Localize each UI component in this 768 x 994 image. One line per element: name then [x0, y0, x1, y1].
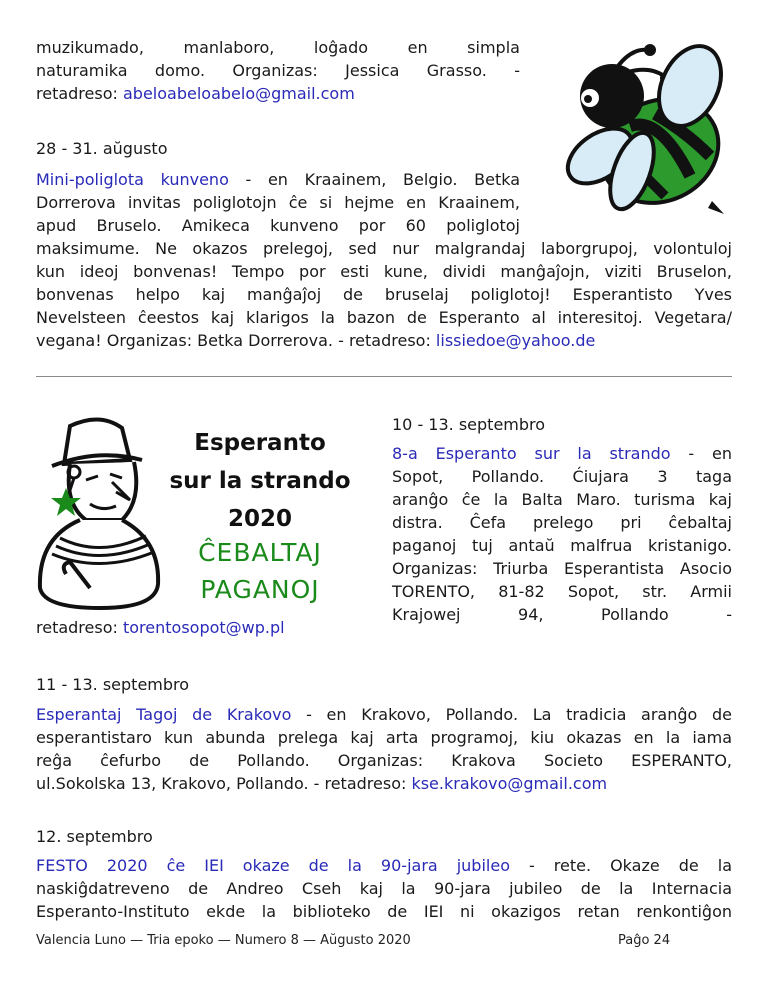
event-link[interactable]: 8-a Esperanto sur la strando [392, 444, 671, 463]
email-link[interactable]: torentosopot@wp.pl [122, 618, 285, 637]
poster-subtitle-line-1: ĈEBALTAJ [198, 538, 322, 567]
event4-line-1 [36, 854, 732, 877]
event4-line-3: Esperanto-Instituto ekde la biblioteko de IEI ni okazigos retan renkontiĝon [36, 902, 732, 921]
event-text: - en Kraainem, Belgio. Betka [228, 170, 521, 189]
word: muzikumado, [36, 38, 144, 57]
event3-line-2: esperantistaro kun abunda prelega kaj arta programoj, kiu okazas en la iama [36, 728, 732, 747]
green-star-icon [50, 486, 82, 518]
word: loĝado [313, 38, 369, 57]
poster-title-line-2: sur la strando [169, 468, 351, 494]
intro-line-3 [36, 82, 355, 105]
email-link[interactable]: kse.krakovo@gmail.com [411, 774, 608, 793]
event3-line-3: reĝa ĉefurbo de Pollando. Organizas: Krakova Societo ESPERANTO, [36, 751, 732, 770]
event2-retadreso [36, 616, 285, 639]
event2-line-2: Sopot, Pollando. Ćiujara 3 taga [392, 467, 732, 486]
event1-line-6: bonvenas helpo kaj manĝaĵoj de bruselaj poliglotoj! Esperantisto Yves [36, 285, 732, 304]
event2-line-4: distra. Ĉefa prelego pri ĉebaltaj [392, 513, 732, 532]
event-date: 28 - 31. aŭgusto [36, 139, 168, 158]
event2-line-7: TORENTO, 81-82 Sopot, str. Armii [392, 582, 732, 601]
event-date: 12. septembro [36, 827, 153, 846]
word: - [726, 605, 732, 624]
event2-line-3: aranĝo ĉe la Balta Maro. turisma kaj [392, 490, 732, 509]
footer-publication: Valencia Luno — Tria epoko — Numero 8 — Aŭgusto 2020 [36, 933, 411, 948]
word: domo. [154, 61, 206, 80]
event2-line-1 [392, 442, 732, 465]
email-link[interactable]: abeloabeloabelo@gmail.com [122, 84, 355, 103]
event1-line-7: Nevelsteen ĉeestos kaj klarigos la bazon de Esperanto al interesitoj. Vegetara/ [36, 308, 732, 327]
event3-line-4 [36, 772, 607, 795]
footer-page-number: Paĝo 24 [618, 933, 671, 948]
intro-line-1 [36, 36, 520, 59]
event-date: 11 - 13. septembro [36, 675, 190, 694]
event-link[interactable]: FESTO 2020 ĉe IEI okaze de la 90-jara jubileo [36, 856, 510, 875]
word: 94, [518, 605, 544, 624]
event1-line-8 [36, 329, 595, 352]
bee-illustration [560, 36, 728, 216]
email-link[interactable]: lissiedoe@yahoo.de [435, 331, 596, 350]
event1-line-2: Dorrerova invitas poliglotojn ĉe si hejme en Kraainem, [36, 193, 520, 212]
event-text: vegana! Organizas: Betka Dorrerova. - retadreso: [36, 331, 436, 350]
event1-line-4: maksimume. Ne okazos prelegoj, sed nur malgrandaj laborgrupoj, volontuloj [36, 239, 732, 258]
event-text: - rete. Okaze de la [509, 856, 732, 875]
intro-line-2 [36, 59, 520, 82]
event-date: 10 - 13. septembro [392, 415, 546, 434]
event2-line-6: Organizas: Triurba Esperantista Asocio [392, 559, 732, 578]
event-link[interactable]: Mini-poliglota kunveno [36, 170, 229, 189]
event1-line-3: apud Bruselo. Amikeca kunveno por 60 poliglotoj [36, 216, 520, 235]
event2-line-5: paganoj tuj antaŭ malfrua kristanigo. [392, 536, 732, 555]
word: naturamika [36, 61, 128, 80]
word: Krajowej [392, 605, 461, 624]
event-text: - en Krakovo, Pollando. La tradicia aranĝo de [291, 705, 732, 724]
retadreso-label: retadreso: [36, 618, 123, 637]
event2-line-8 [392, 603, 732, 626]
word: Grasso. [426, 61, 487, 80]
poster-year: 2020 [227, 506, 292, 532]
retadreso-label: retadreso: [36, 84, 123, 103]
word: - [514, 61, 520, 80]
event1-line-5: kun ideoj bonvenas! Tempo por esti kune, dividi manĝaĵojn, viziti Bruselon, [36, 262, 732, 281]
word: Jessica [345, 61, 400, 80]
word: en [407, 38, 428, 57]
event4-line-2: naskiĝdatreveno de Andreo Cseh kaj la 90-jara jubileo de la Internacia [36, 879, 732, 898]
event-text: ul.Sokolska 13, Krakovo, Pollando. - retadreso: [36, 774, 412, 793]
event-text: - en [670, 444, 732, 463]
event3-line-1 [36, 703, 732, 726]
event-link[interactable]: Esperantaj Tagoj de Krakovo [36, 705, 292, 724]
word: Pollando [601, 605, 669, 624]
divider [36, 376, 732, 377]
poster-subtitle-line-2: PAGANOJ [200, 575, 320, 604]
event1-line-1 [36, 168, 520, 191]
word: simpla [467, 38, 520, 57]
poster-title-line-1: Esperanto [194, 430, 326, 456]
word: manlaboro, [183, 38, 275, 57]
word: Organizas: [232, 61, 318, 80]
